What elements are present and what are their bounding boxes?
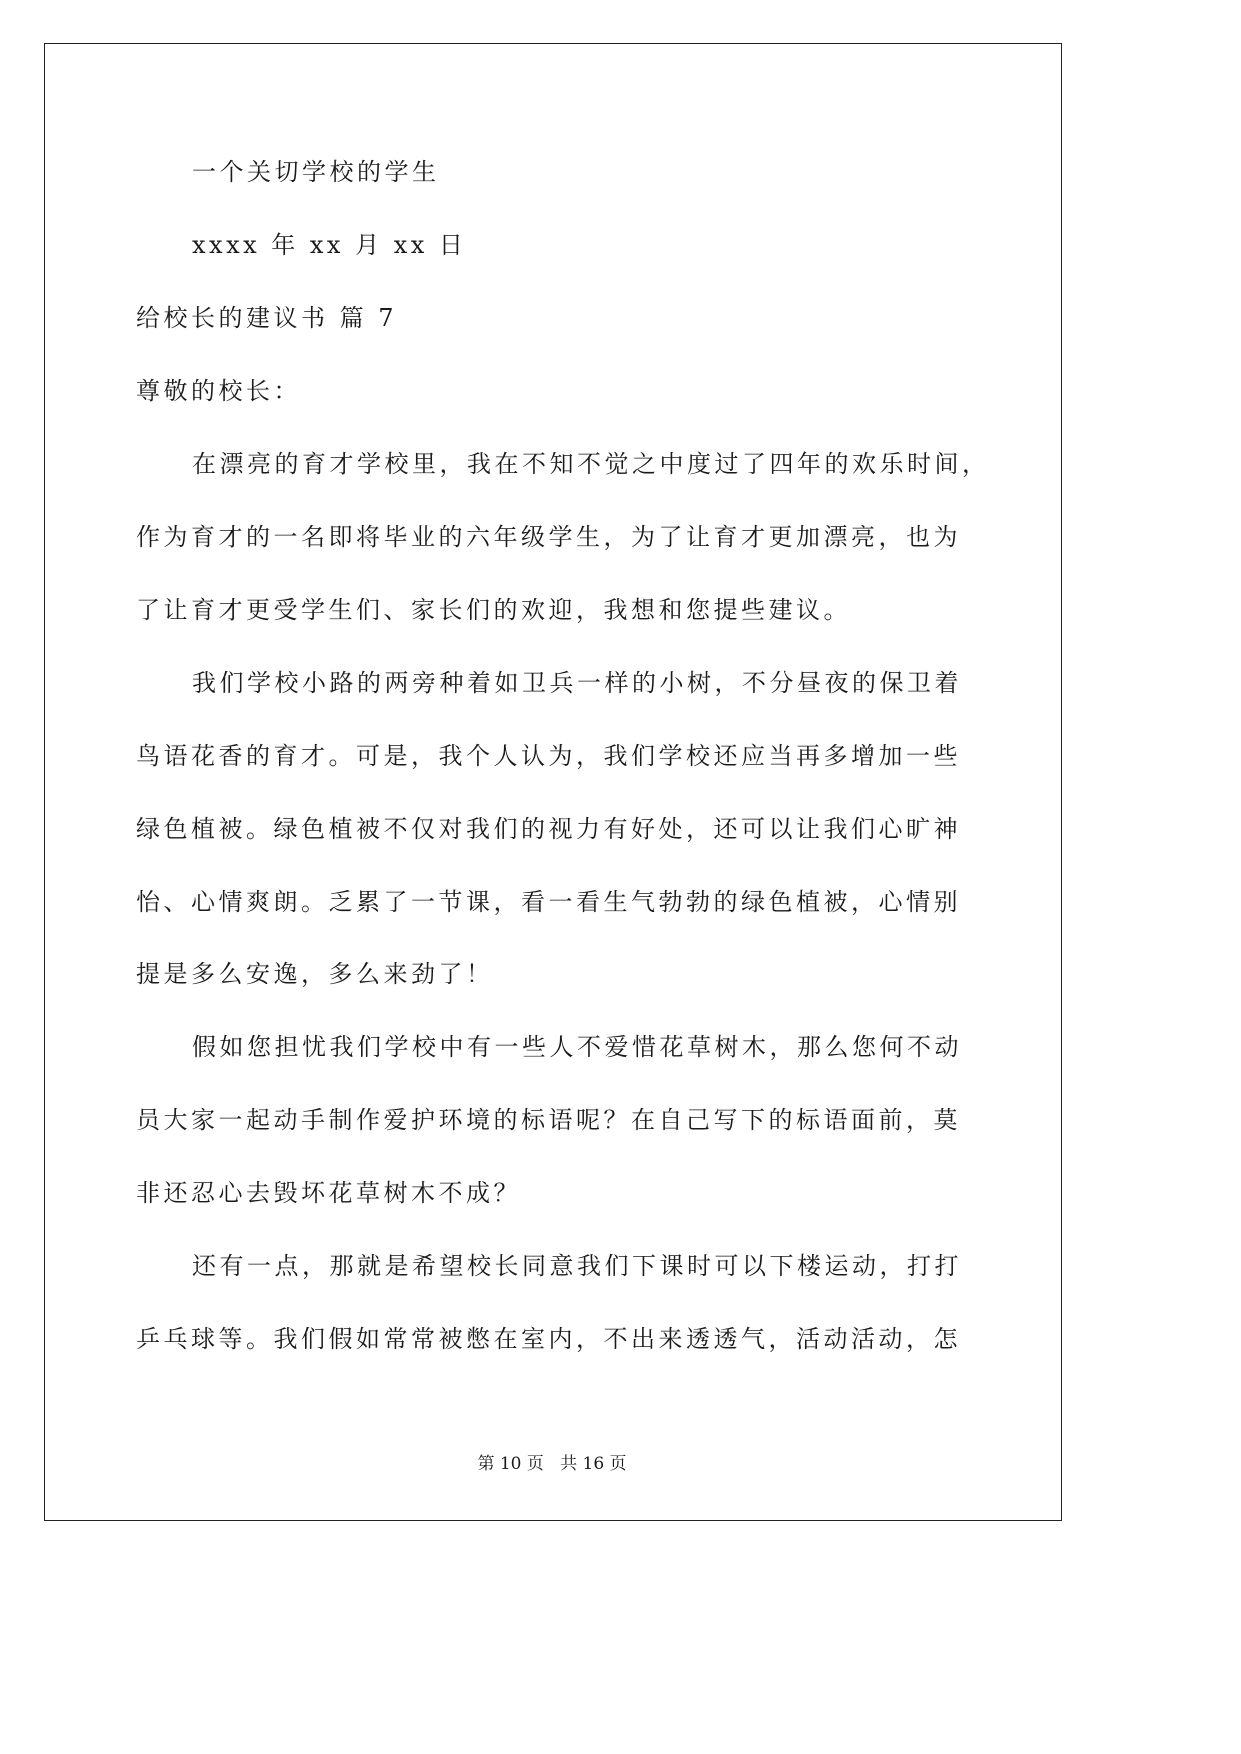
page-border (44, 43, 1062, 1521)
section-heading: 给校长的建议书 篇 7 (136, 304, 398, 332)
paragraph-line: 怡、心情爽朗。乏累了一节课，看一看生气勃勃的绿色植被，心情别 (136, 888, 961, 916)
paragraph-line: 员大家一起动手制作爱护环境的标语呢？在自己写下的标语面前，莫 (136, 1106, 961, 1134)
signature-line: 一个关切学校的学生 (192, 158, 440, 186)
paragraph-line: 作为育才的一名即将毕业的六年级学生，为了让育才更加漂亮，也为 (136, 523, 961, 551)
date-line: xxxx 年 xx 月 xx 日 (192, 231, 467, 259)
paragraph-line: 在漂亮的育才学校里，我在不知不觉之中度过了四年的欢乐时间， (192, 450, 990, 478)
paragraph-line: 我们学校小路的两旁种着如卫兵一样的小树，不分昼夜的保卫着 (192, 669, 962, 697)
paragraph-line: 了让育才更受学生们、家长们的欢迎，我想和您提些建议。 (136, 596, 851, 624)
paragraph-line: 非还忍心去毁坏花草树木不成？ (136, 1179, 521, 1207)
paragraph-line: 乒乓球等。我们假如常常被憋在室内，不出来透透气，活动活动，怎 (136, 1325, 961, 1353)
salutation: 尊敬的校长： (136, 377, 301, 405)
paragraph-line: 还有一点，那就是希望校长同意我们下课时可以下楼运动，打打 (192, 1252, 962, 1280)
paragraph-line: 鸟语花香的育才。可是，我个人认为，我们学校还应当再多增加一些 (136, 742, 961, 770)
paragraph-line: 绿色植被。绿色植被不仅对我们的视力有好处，还可以让我们心旷神 (136, 815, 961, 843)
paragraph-line: 提是多么安逸，多么来劲了！ (136, 960, 494, 988)
paragraph-line: 假如您担忧我们学校中有一些人不爱惜花草树木，那么您何不动 (192, 1033, 962, 1061)
page-number: 第 10 页 共 16 页 (477, 1454, 627, 1474)
